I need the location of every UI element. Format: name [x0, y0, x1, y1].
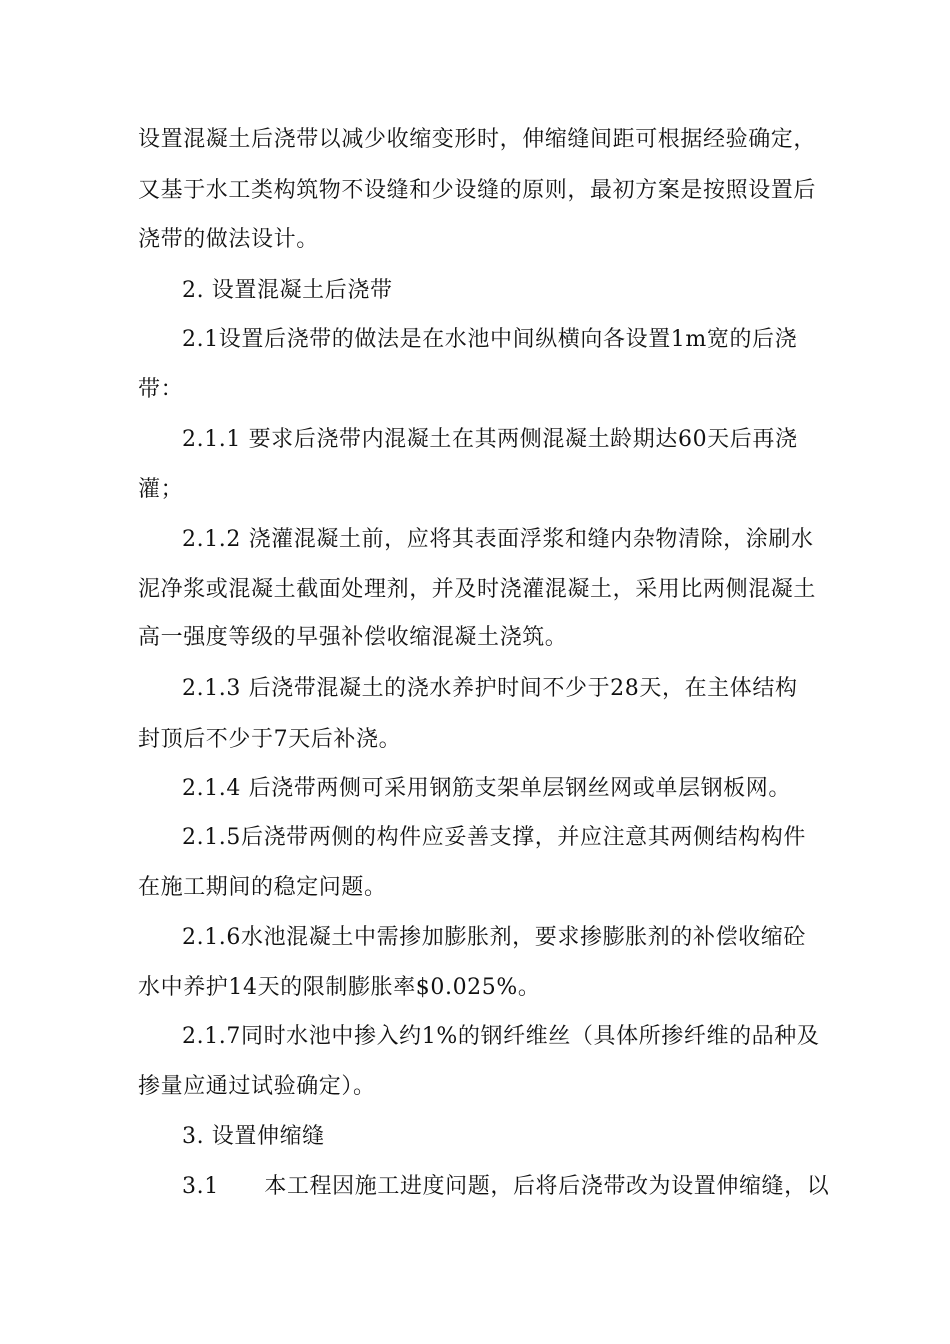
clause-2-1-2: 2.1.2 浇灌混凝土前，应将其表面浮浆和缝内杂物清除，涂刷水 [182, 527, 814, 552]
body-text-line: 在施工期间的稳定问题。 [138, 875, 387, 900]
clause-2-1: 2.1设置后浇带的做法是在水池中间纵横向各设置1m宽的后浇 [182, 327, 798, 352]
body-text-line: 水中养护14天的限制膨胀率$0.025%。 [138, 975, 541, 1000]
body-text-line: 灌； [138, 477, 184, 502]
body-text-line: 又基于水工类构筑物不设缝和少设缝的原则，最初方案是按照设置后 [138, 178, 817, 203]
body-text-line: 设置混凝土后浇带以减少收缩变形时，伸缩缝间距可根据经验确定， [138, 127, 817, 152]
body-text-line: 浇带的做法设计。 [138, 227, 319, 252]
clause-2-1-5: 2.1.5后浇带两侧的构件应妥善支撑，并应注意其两侧结构构件 [182, 825, 806, 850]
clause-2-1-7: 2.1.7同时水池中掺入约1%的钢纤维丝（具体所掺纤维的品种及 [182, 1024, 820, 1049]
clause-2-1-4: 2.1.4 后浇带两侧可采用钢筋支架单层钢丝网或单层钢板网。 [182, 776, 791, 801]
clause-2-1-1: 2.1.1 要求后浇带内混凝土在其两侧混凝土龄期达60天后再浇 [182, 427, 798, 452]
body-text-line: 封顶后不少于7天后补浇。 [138, 727, 402, 752]
clause-2-1-6: 2.1.6水池混凝土中需掺加膨胀剂，要求掺膨胀剂的补偿收缩砼 [182, 925, 806, 950]
body-text-line: 高一强度等级的早强补偿收缩混凝土浇筑。 [138, 625, 568, 650]
clause-2-1-3: 2.1.3 后浇带混凝土的浇水养护时间不少于28天，在主体结构 [182, 676, 798, 701]
section-heading-3: 3. 设置伸缩缝 [182, 1124, 325, 1149]
body-text-line: 带： [138, 377, 184, 402]
clause-3-1: 3.1 本工程因施工进度问题，后将后浇带改为设置伸缩缝，以 [182, 1174, 830, 1199]
section-heading-2: 2. 设置混凝土后浇带 [182, 278, 393, 303]
body-text-line: 泥净浆或混凝土截面处理剂，并及时浇灌混凝土，采用比两侧混凝土 [138, 577, 817, 602]
body-text-line: 掺量应通过试验确定）。 [138, 1074, 376, 1099]
